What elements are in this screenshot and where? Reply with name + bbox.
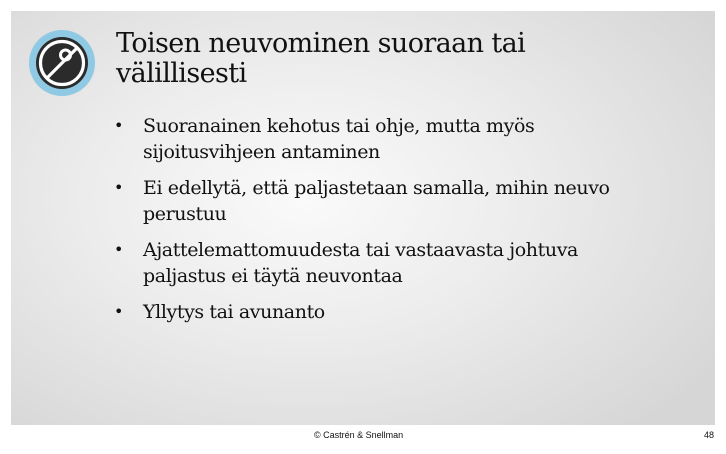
slide-footer	[0, 430, 726, 444]
bullet-list	[112, 113, 692, 335]
bullet-line: perustuu	[143, 203, 227, 225]
slide-title-line: Toisen neuvominen suoraan tai	[116, 28, 526, 59]
bullet-dot: •	[114, 178, 124, 197]
slide-title-line: välillisesti	[116, 58, 247, 89]
bullet-item	[112, 113, 692, 165]
bullet-line: paljastus ei täytä neuvontaa	[143, 265, 403, 287]
bullet-dot: •	[114, 302, 124, 321]
footer-copyright: © Castrén & Snellman	[314, 430, 404, 440]
bullet-line: Ajattelemattomuudesta tai vastaavasta johtuva	[143, 239, 578, 261]
page-number: 48	[703, 430, 714, 440]
no-recycling-circle-icon	[27, 28, 97, 98]
bullet-item	[112, 237, 692, 289]
bullet-line: sijoitusvihjeen antaminen	[143, 141, 380, 163]
bullet-dot: •	[114, 240, 124, 259]
bullet-line: Ei edellytä, että paljastetaan samalla, mihin neuvo	[143, 177, 610, 199]
bullet-line: Yllytys tai avunanto	[143, 301, 325, 323]
slide-title	[116, 29, 676, 89]
bullet-dot: •	[114, 116, 124, 135]
bullet-line: Suoranainen kehotus tai ohje, mutta myös	[143, 115, 535, 137]
bullet-item	[112, 299, 692, 325]
bullet-item	[112, 175, 692, 227]
